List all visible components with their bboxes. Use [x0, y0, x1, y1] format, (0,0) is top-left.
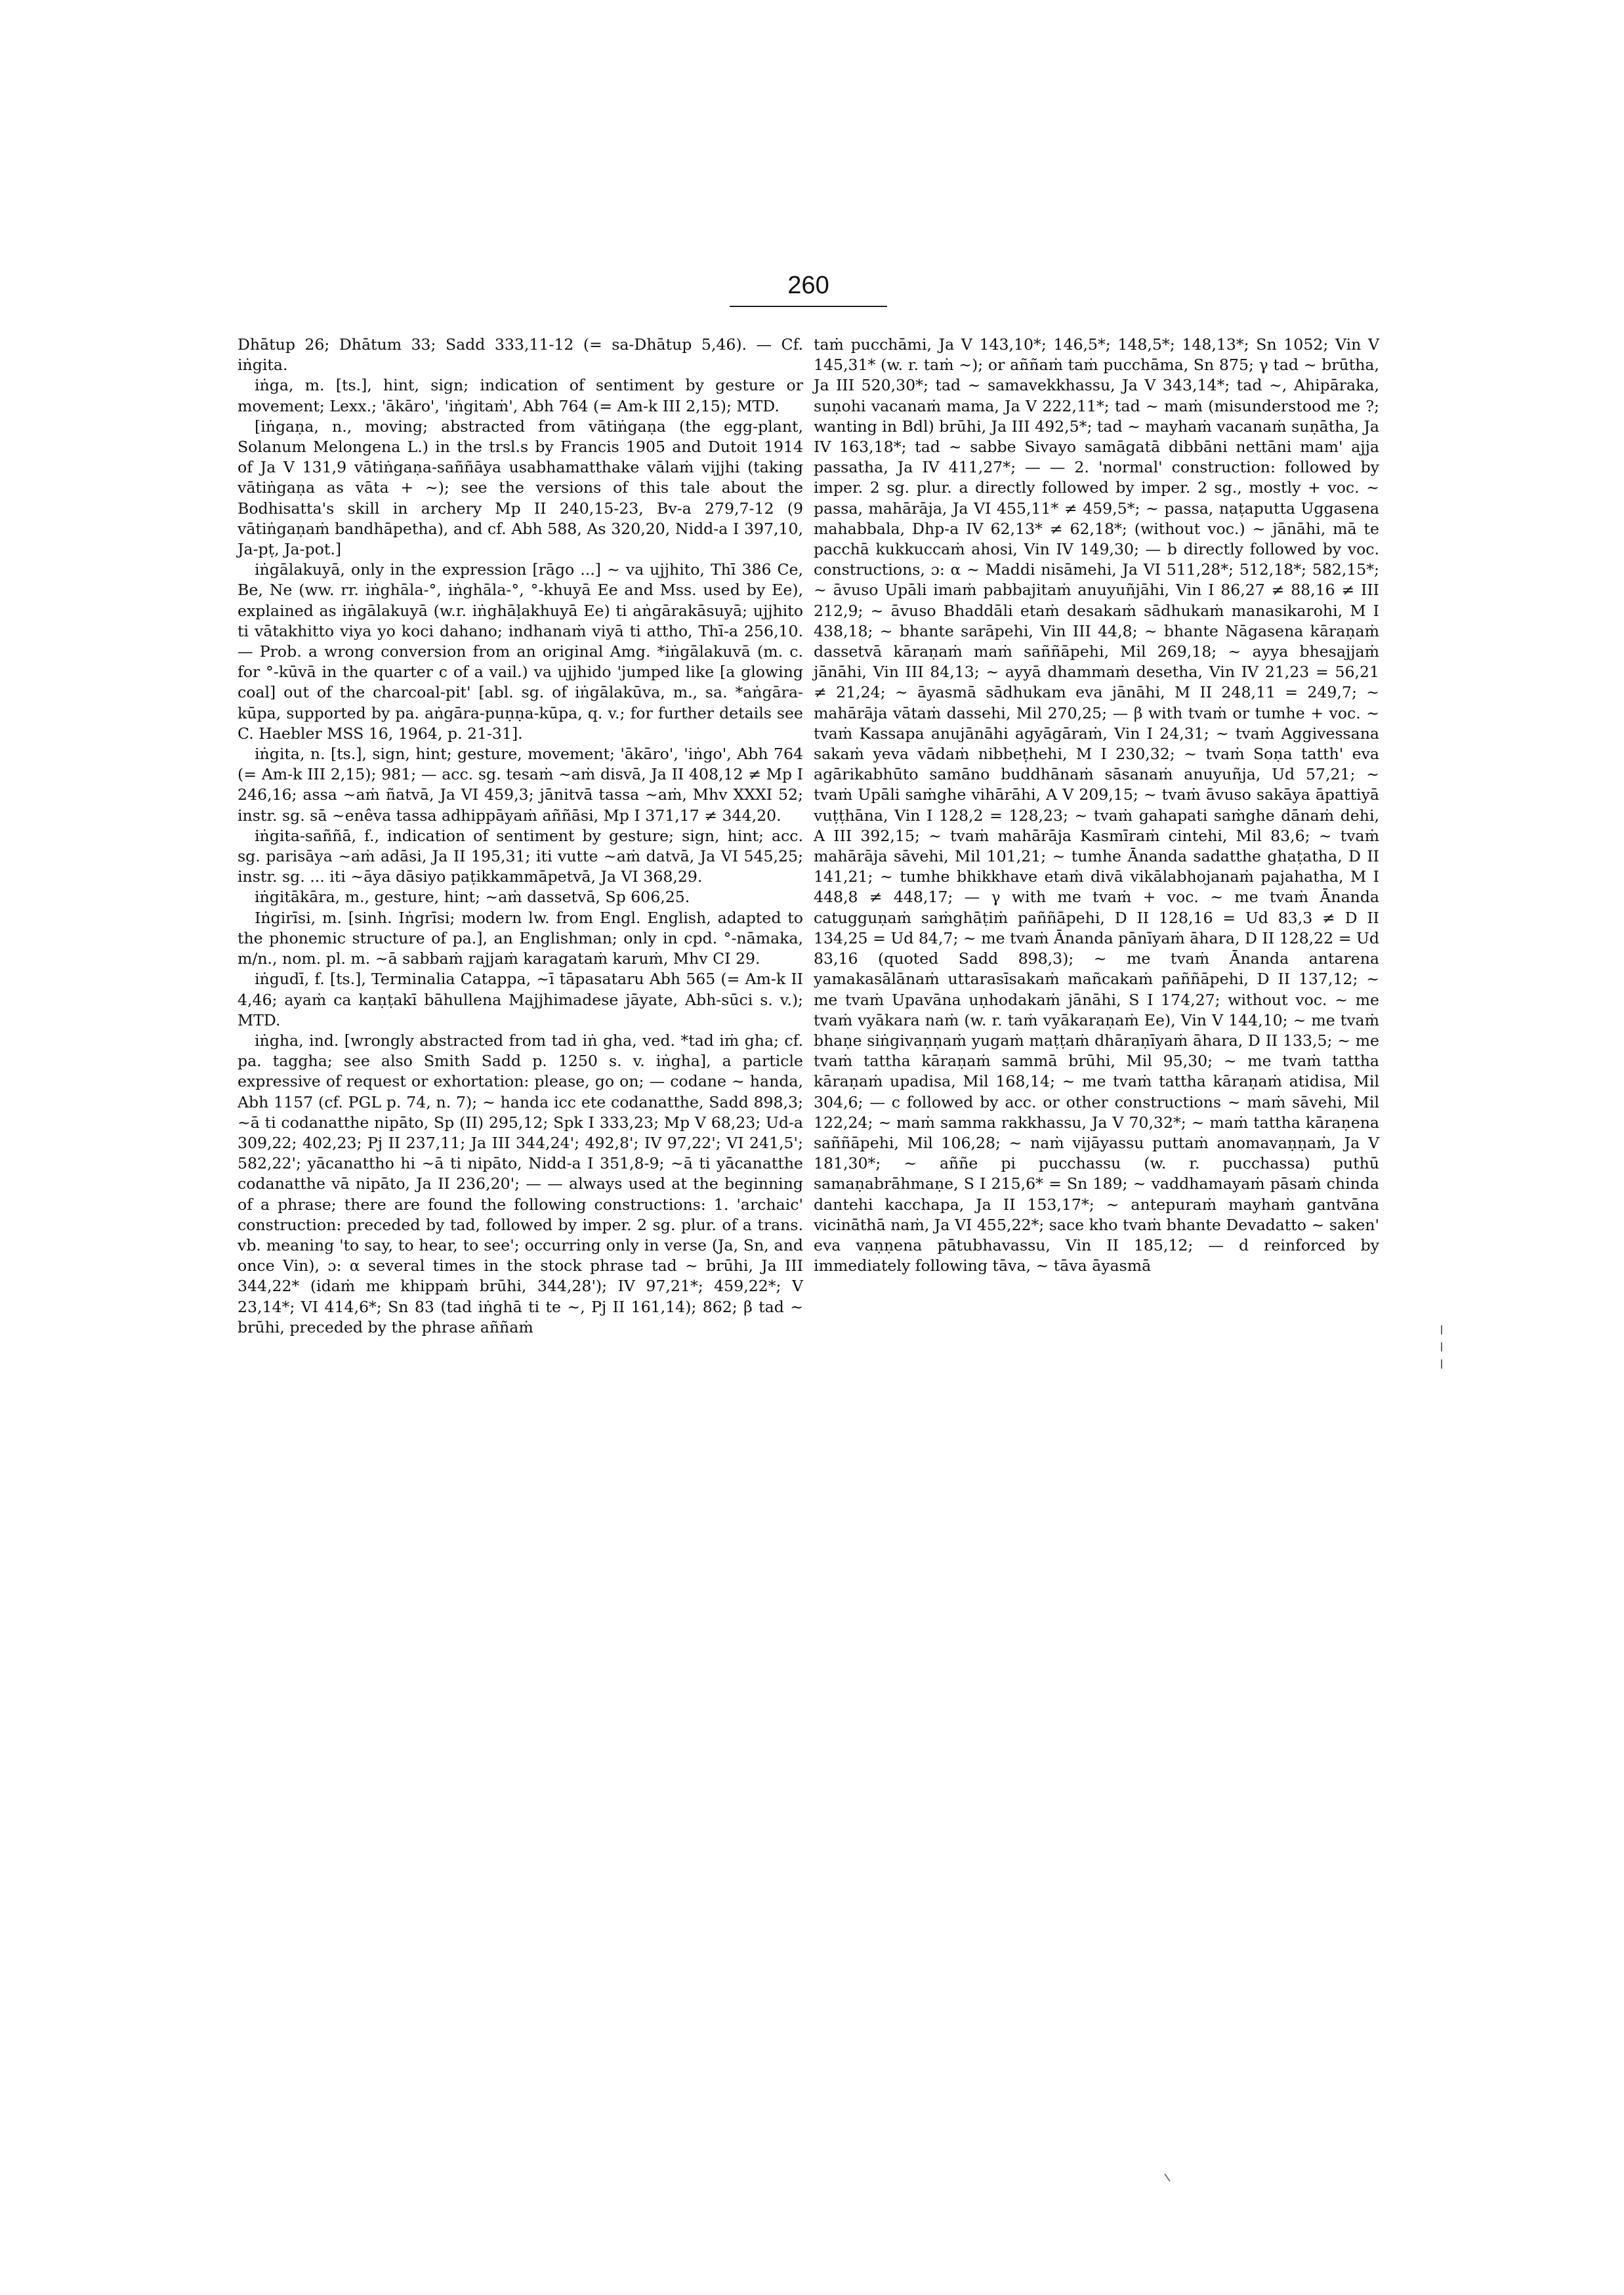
entry-ingitakara: iṅgitākāra, m., gesture, hint; ~aṁ dassetvā, Sp 606,25.: [255, 888, 690, 907]
entry-ingirisi: Iṅgirīsi, m. [sinh. Iṅgrīsi; modern lw. from Engl. English, adapted to the phonemic structure of pa.], an Englishman; only in cpd. °-nāmaka, m/n., nom. pl. m. ~ā sabbaṁ rajjaṁ karagataṁ karuṁ, Mhv CI 29.: [238, 908, 803, 968]
entry-ingalakuya: iṅgālakuyā, only in the expression [rāgo ...] ~ va ujjhito, Thī 386 Ce, Be, Ne (ww. rr. iṅghāla-°, iṅghāla-°, °-khuyā Ee and Mss. used by Ee), explained as iṅgālakuyā (w.r. iṅghāḷakhuyā Ee) ti aṅgārakāsuyā; ujjhito ti vātakhitto viya yo koci dahano; indhanaṁ viyā ti attho, Thī-a 256,10. — Prob. a wrong conversion from an original Amg. *iṅgālakuvā (m. c. for °-kūvā in the quarter c of a vail.) va ujjhido 'jumped like [a glowing coal] out of the charcoal-pit' [abl. sg. of iṅgālakūva, m., sa. *aṅgāra-kūpa, supported by pa. aṅgāra-puṇṇa-kūpa, q. v.; for further details see C. Haebler MSS 16, 1964, p. 21-31].: [238, 560, 803, 743]
entry-ingha: iṅgha, ind. [wrongly abstracted from tad iṅ gha, ved. *tad iṁ gha; cf. pa. taggha; see also Smith Sadd p. 1250 s. v. iṅgha], a particle expressive of request or exhortation: please, go on; — codane ~ handa, Abh 1157 (cf. PGL p. 74, n. 7); ~ handa icc ete codanatthe, Sadd 898,3; ~ā ti codanatthe nipāto, Sp (II) 295,12; Spk I 333,23; Mp V 68,23; Ud-a 309,22; 402,23; Pj II 237,11; Ja III 344,24'; 492,8'; IV 97,22'; VI 241,5'; 582,22'; yācanattho hi ~ā ti nipāto, Nidd-a I 351,8-9; ~ā ti yācanatthe codanatthe vā nipāto, Ja II 236,20'; — — always used at the beginning of a phrase; there are found the following constructions: 1. 'archaic' construction: preceded by tad, followed by imper. 2 sg. plur. of a trans. vb. meaning 'to say, to hear, to see'; occurring only in verse (Ja, Sn, and once Vin), ɔ: α several times in the stock phrase tad ~ brūhi, Ja III 344,22* (idaṁ me khippaṁ brūhi, 344,28'); IV 97,21*; 459,22*; V 23,14*; VI 414,6*; Sn 83 (tad iṅghā ti te ~, Pj II 161,14); 862; β tad ~ brūhi, preceded by the phrase aññaṁ: [238, 1031, 803, 1336]
entry-ingita-sanna: iṅgita-saññā, f., indication of sentiment by gesture; sign, hint; acc. sg. parisāya ~aṁ adāsi, Ja II 195,31; iti vutte ~aṁ datvā, Ja VI 545,25; instr. sg. ... iti ~āya dāsiyo paṭikkammāpetvā, Ja VI 368,29.: [238, 826, 803, 886]
entry-ingudi: iṅgudī, f. [ts.], Terminalia Catappa, ~ī tāpasataru Abh 565 (= Am-k II 4,46; ayaṁ ca kaṇṭakī bāhullena Majjhimadese jāyate, Abh-sūci s. v.); MTD.: [238, 970, 803, 1029]
right-column: [814, 335, 1379, 1276]
entry-continuation-dhatup: Dhātup 26; Dhātum 33; Sadd 333,11-12 (= sa-Dhātup 5,46). — Cf. iṅgita.: [238, 335, 803, 375]
entry-ingana: [iṅgaṇa, n., moving; abstracted from vātiṅgaṇa (the egg-plant, Solanum Melongena L.) in the trsl.s by Francis 1905 and Dutoit 1914 of Ja V 131,9 vātiṅgaṇa-saññāya usabhamatthake vālaṁ vijjhi (taking vātiṅgaṇa as vāta + ~); see the versions of this tale about the Bodhisatta's skill in archery Mp II 240,15-23, Bv-a 279,7-12 (9 vātiṅgaṇaṁ bandhāpetha), and cf. Abh 588, As 320,20, Nidd-a I 397,10, Ja-pṭ, Ja-pot.]: [238, 417, 803, 559]
entry-inga: iṅga, m. [ts.], hint, sign; indication of sentiment by gesture or movement; Lexx.; 'ākāro', 'iṅgitaṁ', Abh 764 (= Am-k III 2,15); MTD.: [238, 376, 803, 415]
scan-artifact-tick: [1164, 2174, 1171, 2182]
entry-ingha-continued: taṁ pucchāmi, Ja V 143,10*; 146,5*; 148,5*; 148,13*; Sn 1052; Vin V 145,31* (w. r. taṁ ~); or aññaṁ taṁ pucchāma, Sn 875; γ tad ~ brūtha, Ja III 520,30*; tad ~ samavekkhassu, Ja V 343,14*; tad ~, Ahipāraka, suṇohi vacanaṁ mama, Ja V 222,11*; tad ~ maṁ (misunderstood me ?; wanting in Bdl) brūhi, Ja III 492,5*; tad ~ mayhaṁ vacanaṁ suṇātha, Ja IV 163,18*; tad ~ sabbe Sivayo samāgatā dibbāni nettāni mam' ajja passatha, Ja IV 411,27*; — — 2. 'normal' construction: followed by imper. 2 sg. plur. a directly followed by imper. 2 sg., mostly + voc. ~ passa, mahārāja, Ja VI 455,11* ≠ 459,5*; ~ passa, naṭaputta Uggasena mahabbala, Dhp-a IV 62,13* ≠ 62,18*; (without voc.) ~ jānāhi, mā te pacchā kukkuccaṁ ahosi, Vin IV 149,30; — b directly followed by voc. constructions, ɔ: α ~ Maddi nisāmehi, Ja VI 511,28*; 512,18*; 582,15*; ~ āvuso Upāli imaṁ pabbajitaṁ anuyuñjāhi, Vin I 86,27 ≠ 88,16 ≠ III 212,9; ~ āvuso Bhaddāli etaṁ desakaṁ sādhukaṁ manasikarohi, M I 438,18; ~ bhante sarāpehi, Vin III 44,8; ~ bhante Nāgasena kāraṇaṁ dassetvā kāraṇaṁ maṁ saññāpehi, Mil 269,18; ~ ayya bhesajjaṁ jānāhi, Vin III 84,13; ~ ayyā dhammaṁ desetha, Vin IV 21,23 = 56,21 ≠ 21,24; ~ āyasmā sādhukam eva jānāhi, M II 248,11 = 249,7; ~ mahārāja vātaṁ dassehi, Mil 270,25; — β with tvaṁ or tumhe + voc. ~ tvaṁ Kassapa anujānāhi agyāgāraṁ, Vin I 24,31; ~ tvaṁ Aggivessana sakaṁ yeva vādaṁ nibbeṭhehi, M I 230,32; ~ tvaṁ Soṇa tatth' eva agārikabhūto samāno buddhānaṁ sāsanaṁ anuyuñja, Ud 57,21; ~ tvaṁ Upāli saṁghe vihārāhi, A V 209,15; ~ tvaṁ āvuso sakāya āpattiyā vuṭṭhāna, Vin I 128,2 = 128,23; ~ tvaṁ gahapati saṁghe dānaṁ dehi, A III 392,15; ~ tvaṁ mahārāja Kasmīraṁ cintehi, Mil 83,6; ~ tvaṁ mahārāja sāvehi, Mil 101,21; ~ tumhe Ānanda sadatthe ghaṭatha, D II 141,21; ~ tumhe bhikkhave etaṁ divā vikālabhojanaṁ pajahatha, M I 448,8 ≠ 448,17; — γ with me tvaṁ + voc. ~ me tvaṁ Ānanda catugguṇaṁ saṁghāṭiṁ paññāpehi, D II 128,16 = Ud 83,3 ≠ D II 134,25 = Ud 84,7; ~ me tvaṁ Ānanda pānīyaṁ āhara, D II 128,22 = Ud 83,16 (quoted Sadd 898,3); ~ me tvaṁ Ānanda antarena yamakasālānaṁ uttarasīsakaṁ mañcakaṁ paññāpehi, D II 137,12; ~ me tvaṁ Upavāna uṇhodakaṁ jānāhi, S I 174,27; without voc. ~ me tvaṁ vyākara naṁ (w. r. taṁ vyākaraṇaṁ Ee), Vin V 144,10; ~ me tvaṁ bhaṇe siṅgivaṇṇaṁ yugaṁ maṭṭaṁ dhāraṇīyaṁ āhara, D II 133,5; ~ me tvaṁ tattha kāraṇaṁ sammā brūhi, Mil 95,30; ~ me tvaṁ tattha kāraṇaṁ upadisa, Mil 168,14; ~ me tvaṁ tattha kāraṇaṁ atidisa, Mil 304,6; — c followed by acc. or other constructions ~ maṁ sāvehi, Mil 122,24; ~ maṁ samma rakkhassu, Ja V 70,32*; ~ maṁ tattha kāraṇena saññāpehi, Mil 106,28; ~ naṁ vijāyassu puttaṁ anomavaṇṇaṁ, Ja V 181,30*; ~ aññe pi pucchassu (w. r. pucchassa) puthū samaṇabrāhmaṇe, S I 215,6* = Sn 189; ~ vaddhamayaṁ pāsaṁ chinda dantehi kacchapa, Ja II 153,17*; ~ antepuraṁ mayhaṁ gantvāna vicināthā naṁ, Ja VI 455,22*; sace kho tvaṁ bhante Devadatto ~ saken' eva vaṇṇena pātubhavassu, Vin II 185,12; — d reinforced by immediately following tāva, ~ tāva āyasmā: [814, 335, 1379, 1275]
page-number: 260: [787, 272, 829, 299]
header-rule: [730, 306, 887, 307]
left-column: [238, 335, 803, 1338]
scan-artifact-marks: [1441, 1325, 1444, 1378]
entry-ingita: iṅgita, n. [ts.], sign, hint; gesture, movement; 'ākāro', 'iṅgo', Abh 764 (= Am-k III 2,15); 981; — acc. sg. tesaṁ ~aṁ disvā, Ja II 408,12 ≠ Mp I 246,16; assa ~aṁ ñatvā, Ja VI 459,3; jānitvā tassa ~aṁ, Mhv XXXI 52; instr. sg. sā ~enêva tassa adhippāyaṁ aññāsi, Mp I 371,17 ≠ 344,20.: [238, 745, 803, 825]
